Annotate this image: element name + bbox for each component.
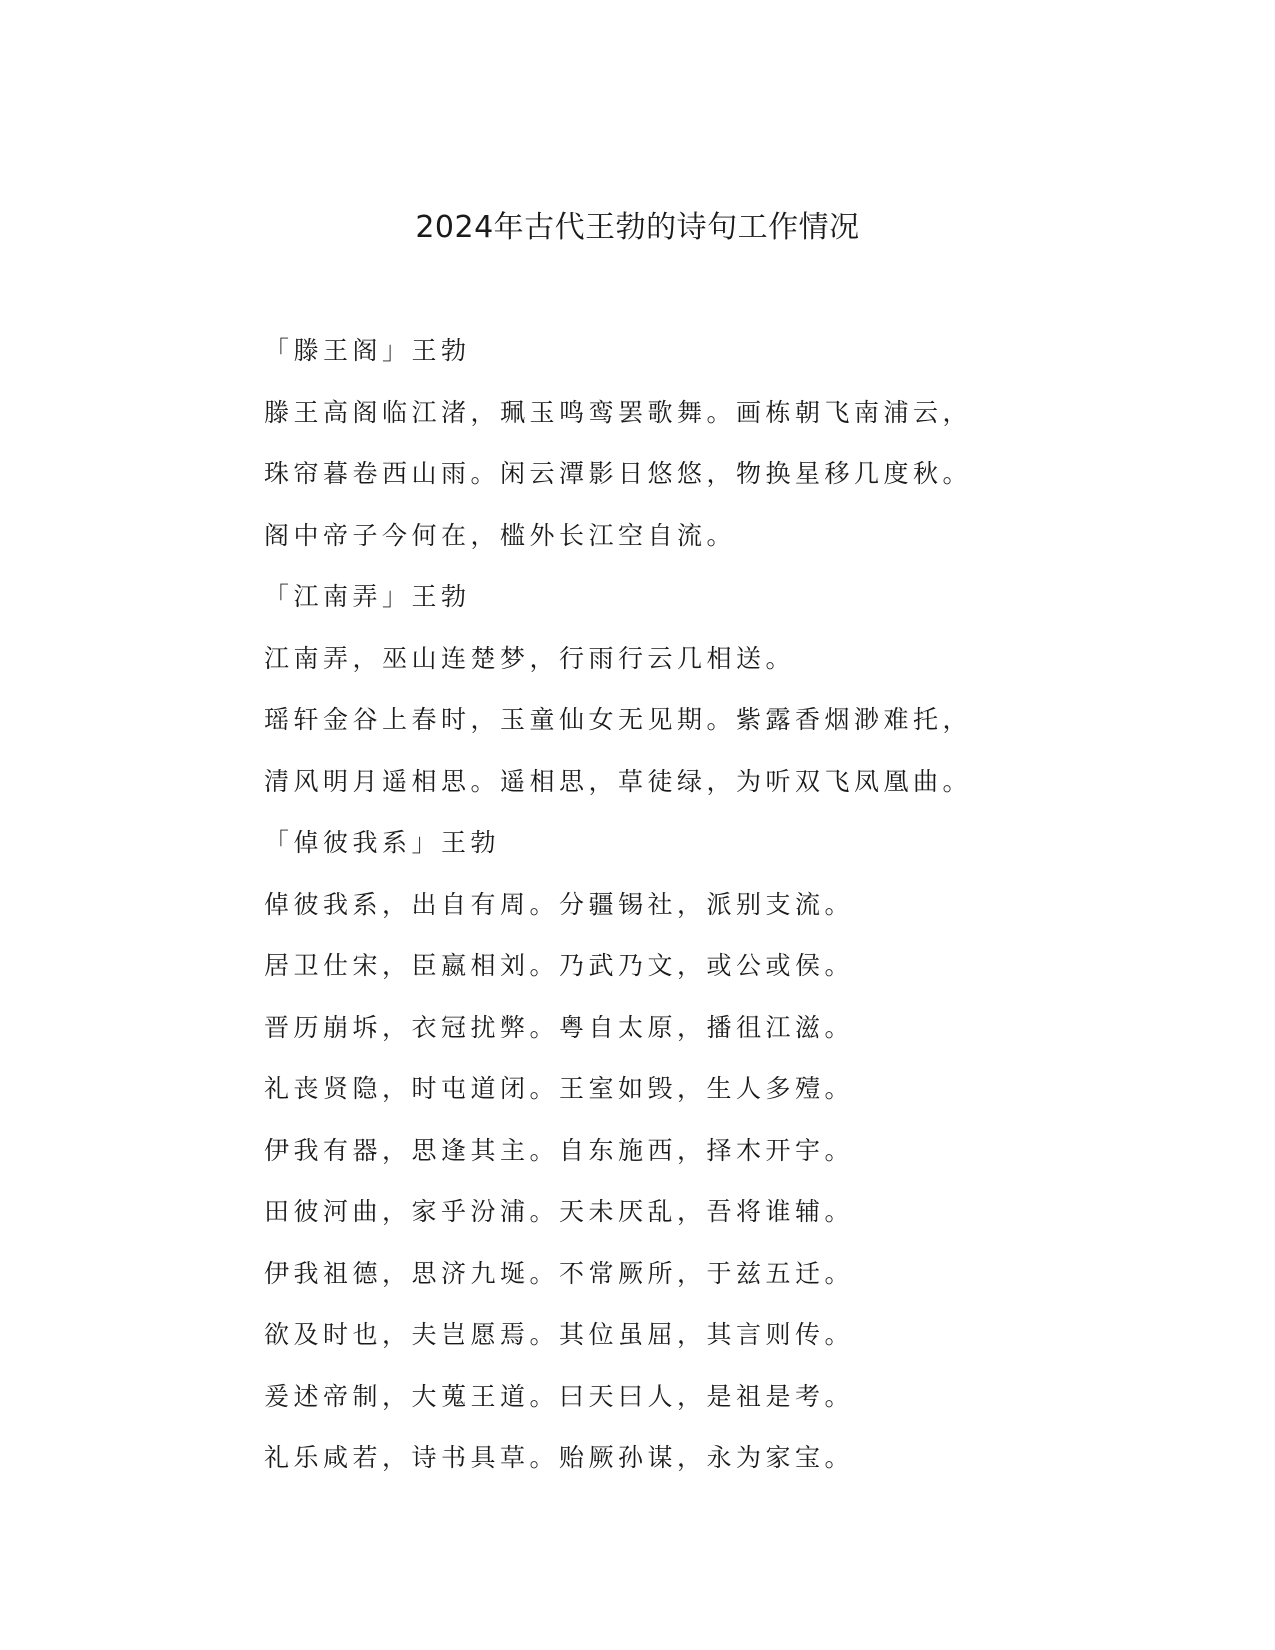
poem-line: 珠帘暮卷西山雨。闲云潭影日悠悠，物换星移几度秋。 [264, 459, 973, 488]
poem-line: 江南弄，巫山连楚梦，行雨行云几相送。 [264, 643, 796, 673]
poem-line: 居卫仕宋，臣嬴相刘。乃武乃文，或公或侯。 [264, 951, 855, 980]
poem-line: 晋历崩坼，衣冠扰弊。粤自太原，播徂江滋。 [264, 1012, 855, 1042]
poem-heading: 「江南弄」王勃 [264, 582, 471, 611]
poem-line: 伊我祖德，思济九埏。不常厥所，于兹五迁。 [264, 1258, 855, 1288]
poem-line: 倬彼我系，出自有周。分疆锡社，派别支流。 [264, 889, 855, 919]
poem-line: 礼乐咸若，诗书具草。贻厥孙谋，永为家宝。 [264, 1443, 855, 1472]
poem-heading: 「倬彼我系」王勃 [264, 828, 501, 857]
poem-line: 欲及时也，夫岂愿焉。其位虽屈，其言则传。 [264, 1320, 855, 1349]
poem-line: 阁中帝子今何在，槛外长江空自流。 [264, 520, 737, 550]
poem-line: 滕王高阁临江渚，珮玉鸣鸾罢歌舞。画栋朝飞南浦云， [264, 397, 973, 427]
poem-line: 瑶轩金谷上春时，玉童仙女无见期。紫露香烟渺难托， [264, 705, 973, 734]
poem-line: 爰述帝制，大蒐王道。曰天曰人，是祖是考。 [264, 1381, 855, 1411]
poem-text-block [264, 331, 1024, 1500]
poem-line: 田彼河曲，家乎汾浦。天未厌乱，吾将谁辅。 [264, 1197, 855, 1226]
document-title: 2024年古代王勃的诗句工作情况 [415, 210, 860, 245]
poem-line: 清风明月遥相思。遥相思，草徒绿，为听双飞凤凰曲。 [264, 766, 973, 796]
poem-heading: 「滕王阁」王勃 [264, 336, 471, 365]
poem-line: 礼丧贤隐，时屯道闭。王室如毁，生人多殪。 [264, 1074, 855, 1103]
poem-line: 伊我有器，思逢其主。自东施西，择木开宇。 [264, 1135, 855, 1165]
